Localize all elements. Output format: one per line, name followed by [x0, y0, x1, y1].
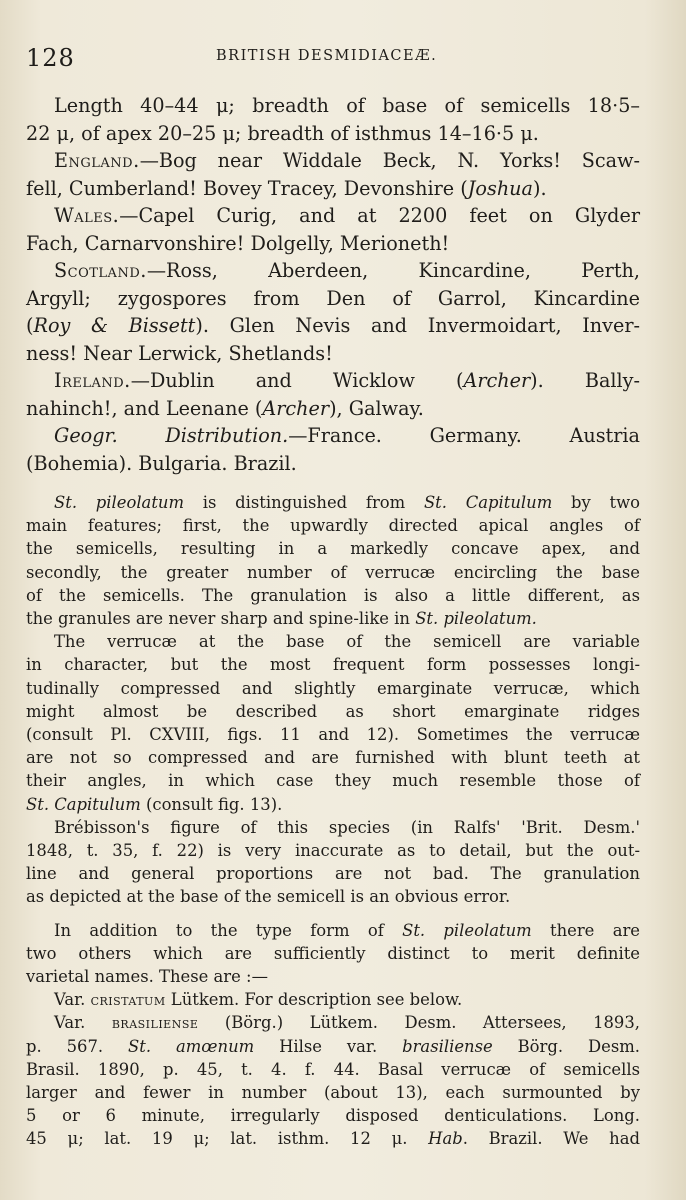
text-line: —Ross, Aberdeen, Kincardine, Perth, [146, 259, 640, 282]
page-body [26, 92, 640, 1151]
region-label: Scotland. [54, 259, 147, 282]
collector-name: Archer [262, 396, 330, 420]
text-line: their angles, in which case they much resemble those of [26, 771, 640, 791]
text-line: tudinally compressed and slightly emarginate verrucæ, which [26, 678, 640, 698]
text-line: main features; first, the upwardly directed apical angles of [26, 516, 640, 536]
text-line: in character, but the most frequent form possesses longi- [26, 655, 640, 675]
text-line: two others which are sufficiently distinct to merit definite [26, 943, 640, 963]
measurements-and-localities [26, 92, 640, 477]
collector-name: Archer [463, 369, 531, 392]
variety-entry: Var. brasiliense (Börg.) Lütkem. Desm. Attersees, 1893, p. 567. St. amœnum Hilse var. brasiliense Börg. Desm. Brasil. 1890, p. 45, t. 4. f. 44. Basal verrucæ of semicells larger and fewer in number (about 13), each surmounted by 5 or 6 minute, irregularly disposed denticulations. Long. 45 μ; lat. 19 μ; lat. isthm. 12 μ. Hab. Brazil. We had [26, 1013, 641, 1149]
text-line: Fach, Carnarvonshire! Dolgelly, Merioneth! [26, 231, 450, 255]
section-label: Geogr. Distribution. [54, 424, 289, 447]
page-header [26, 44, 666, 74]
text-line: line and general proportions are not bad. The granulation [26, 864, 640, 884]
measurements-paragraph [26, 92, 640, 147]
geographic-distribution [26, 422, 640, 477]
text-line: might almost be described as short emarginate ridges [26, 701, 640, 721]
discussion [26, 491, 640, 1151]
wales-records [26, 202, 640, 257]
text-line: —France. Germany. Austria [288, 424, 640, 447]
variety-entry: Var. cristatum Lütkem. For description see below. [54, 990, 463, 1010]
ireland-records: Ireland.—Dublin and Wicklow (Archer). Bally- nahinch!, and Leenane (Archer), Galway. [26, 369, 640, 420]
text-line: 5 or 6 minute, irregularly disposed denticulations. Long. [26, 1106, 640, 1126]
text-line: as depicted at the base of the semicell is an obvious error. [26, 887, 511, 907]
text-line: (Bohemia). Bulgaria. Brazil. [26, 451, 297, 475]
region-label: Wales. [54, 204, 120, 227]
text-line: secondly, the greater number of verrucæ encircling the base [26, 562, 640, 582]
text-line: Brébisson's figure of this species (in Ralfs' 'Brit. Desm.' [54, 817, 640, 837]
text-line: varietal names. These are :— [26, 967, 268, 987]
text-line: 22 μ, of apex 20–25 μ; breadth of isthmus 14–16·5 μ. [26, 121, 539, 145]
region-label: England. [54, 149, 140, 172]
text-line: are not so compressed and are furnished with blunt teeth at [26, 748, 640, 768]
variety-name: brasiliense [111, 1013, 199, 1033]
text-line: Argyll; zygospores from Den of Garrol, Kincardine [26, 286, 640, 310]
discussion-paragraph: In addition to the type form of St. pileolatum there are two others which are sufficiently distinct to merit definite varietal names. These are :— [26, 919, 640, 989]
region-label: Ireland. [54, 369, 131, 392]
text-line: —Bog near Widdale Beck, N. Yorks! Scaw- [139, 149, 640, 172]
page-number: 128 [26, 44, 75, 72]
discussion-paragraph: The verrucæ at the base of the semicell are variable in character, but the most frequent form possesses longi- tudinally compressed and slightly emarginate verrucæ, which might almost be described as short emarginate ridges (consult Pl. CXVIII, figs. 11 and 12). Sometimes the verrucæ are not so compressed and are furnished with blunt teeth at their angles, in which case they much resemble those of St. Capitulum (consult fig. 13). [26, 632, 640, 814]
text-line: ness! Near Lerwick, Shetlands! [26, 341, 333, 365]
spacer [26, 477, 640, 491]
text-line: Length 40–44 μ; breadth of base of semicells 18·5– [54, 94, 640, 117]
text-line: larger and fewer in number (about 13), each surmounted by [26, 1083, 640, 1103]
text-line: (consult Pl. CXVIII, figs. 11 and 12). Sometimes the verrucæ [26, 725, 640, 745]
text-line: 1848, t. 35, f. 22) is very inaccurate as to detail, but the out- [26, 841, 640, 861]
scotland-records: Scotland.—Ross, Aberdeen, Kincardine, Perth, Argyll; zygospores from Den of Garrol, Kincardine (Roy & Bissett). Glen Nevis and Invermoidart, Inver- ness! Near Lerwick, Shetlands! [26, 257, 640, 367]
text-line: of the semicells. The granulation is also a little different, as [26, 585, 640, 605]
running-head: BRITISH DESMIDIACEÆ. [216, 48, 438, 64]
collector-name: Roy & Bissett [33, 314, 196, 337]
text-line: The verrucæ at the base of the semicell are variable [54, 632, 640, 652]
discussion-paragraph: St. pileolatum is distinguished from St. Capitulum by two main features; first, the upwardly directed apical angles of the semicells, resulting in a markedly concave apex, and secondly, the greater number of verrucæ encircling the base of the semicells. The granulation is also a little different, as the granules are never sharp and spine-like in St. pileolatum. [26, 493, 640, 629]
spacer [26, 909, 640, 919]
text-line: Brasil. 1890, p. 45, t. 4. f. 44. Basal verrucæ of semicells [26, 1059, 640, 1079]
collector-name: Joshua [467, 176, 533, 200]
variety-name: cristatum [90, 990, 166, 1010]
england-records: England.—Bog near Widdale Beck, N. Yorks! Scaw- fell, Cumberland! Bovey Tracey, Devonshire (Joshua). [26, 149, 640, 200]
text-line: —Capel Curig, and at 2200 feet on Glyder [119, 204, 640, 227]
text-line: the semicells, resulting in a markedly concave apex, and [26, 539, 640, 559]
discussion-paragraph [26, 816, 640, 909]
